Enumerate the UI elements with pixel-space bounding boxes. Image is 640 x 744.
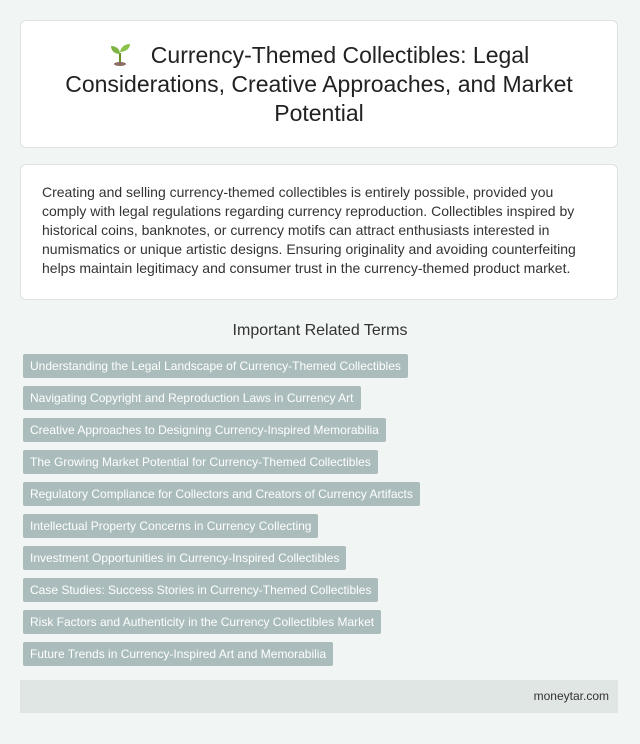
sprout-icon xyxy=(109,42,131,66)
footer-site-link[interactable]: moneytar.com xyxy=(533,689,609,703)
related-term-tag[interactable]: Intellectual Property Concerns in Currency Collecting xyxy=(23,514,318,538)
related-terms-list xyxy=(23,354,623,674)
related-term-tag[interactable]: The Growing Market Potential for Currency-Themed Collectibles xyxy=(23,450,378,474)
related-term-tag[interactable]: Investment Opportunities in Currency-Inspired Collectibles xyxy=(23,546,346,570)
intro-text: Creating and selling currency-themed collectibles is entirely possible, provided you comply with legal regulations regarding currency reproduction. Collectibles inspired by historical coins, banknotes, or currency motifs can attract enthusiasts interested in numismatics or unique artistic designs. Ensuring originality and avoiding counterfeiting helps maintain legitimacy and consumer trust in the currency-themed product market. xyxy=(42,184,576,276)
title-card xyxy=(20,20,618,148)
related-term-tag[interactable]: Understanding the Legal Landscape of Currency-Themed Collectibles xyxy=(23,354,408,378)
page-title xyxy=(21,41,617,128)
related-term-tag[interactable]: Regulatory Compliance for Collectors and Creators of Currency Artifacts xyxy=(23,482,420,506)
footer xyxy=(20,680,618,713)
related-terms-heading: Important Related Terms xyxy=(232,322,408,339)
page-title-text: Currency-Themed Collectibles: Legal Considerations, Creative Approaches, and Market Potential xyxy=(65,41,573,126)
related-term-tag[interactable]: Navigating Copyright and Reproduction Laws in Currency Art xyxy=(23,386,361,410)
related-term-tag[interactable]: Creative Approaches to Designing Currency-Inspired Memorabilia xyxy=(23,418,386,442)
related-term-tag[interactable]: Risk Factors and Authenticity in the Currency Collectibles Market xyxy=(23,610,381,634)
related-term-tag[interactable]: Future Trends in Currency-Inspired Art and Memorabilia xyxy=(23,642,333,666)
intro-card xyxy=(20,164,618,300)
related-term-tag[interactable]: Case Studies: Success Stories in Currency-Themed Collectibles xyxy=(23,578,378,602)
